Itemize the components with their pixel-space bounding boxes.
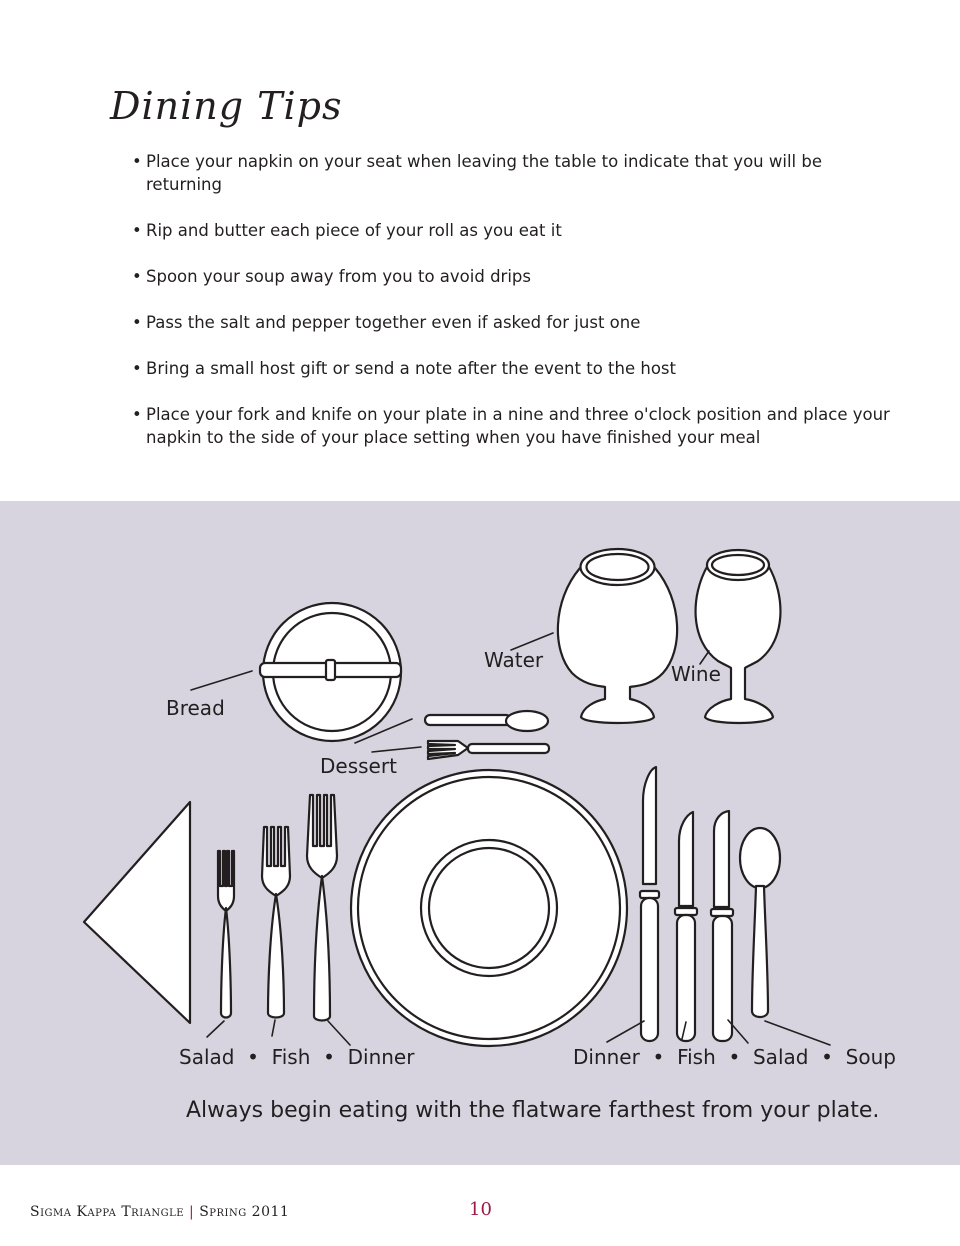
tip-item: • Bring a small host gift or send a note after the event to the host: [132, 357, 892, 380]
dinner-knife-icon: [640, 767, 659, 1041]
label-water: Water: [484, 648, 544, 672]
soup-spoon-icon: [740, 828, 780, 1017]
footer-publication-line: [30, 1204, 289, 1220]
page-title: Dining Tips: [110, 84, 343, 128]
butter-knife-icon: [260, 660, 401, 680]
dinner-plate-icon: [351, 770, 627, 1046]
tip-item: • Place your napkin on your seat when leaving the table to indicate that you will be returning: [132, 150, 892, 196]
label-forks: Salad • Fish • Dinner: [179, 1045, 415, 1069]
salad-knife-icon: [711, 811, 733, 1041]
fish-knife-icon: [675, 812, 697, 1041]
dessert-spoon-icon: [425, 711, 548, 731]
dinner-fork-icon: [307, 795, 337, 1021]
napkin-icon: [84, 802, 190, 1023]
footer-separator: |: [189, 1204, 195, 1220]
footer-issue: Spring 2011: [199, 1204, 290, 1220]
tip-item: • Pass the salt and pepper together even if asked for just one: [132, 311, 892, 334]
tip-item: • Rip and butter each piece of your roll as you eat it: [132, 219, 892, 242]
place-setting-panel: [0, 501, 960, 1165]
footer-publication: Sigma Kappa Triangle: [30, 1204, 185, 1220]
label-wine: Wine: [671, 662, 721, 686]
wine-glass-icon: [696, 550, 781, 723]
tips-list: [132, 150, 892, 472]
water-glass-icon: [558, 549, 677, 723]
label-dessert: Dessert: [320, 754, 397, 778]
dessert-fork-icon: [428, 741, 549, 759]
page-number: 10: [469, 1199, 492, 1220]
fish-fork-icon: [262, 827, 290, 1018]
salad-fork-icon: [218, 851, 234, 1018]
diagram-caption: Always begin eating with the flatware farthest from your plate.: [186, 1098, 880, 1123]
tip-item: • Place your fork and knife on your plate in a nine and three o'clock position and place your napkin to the side of your place setting when you have finished your meal: [132, 403, 892, 449]
tip-item: • Spoon your soup away from you to avoid drips: [132, 265, 892, 288]
label-knives: Dinner • Fish • Salad • Soup: [573, 1045, 896, 1069]
label-bread: Bread: [166, 696, 225, 720]
